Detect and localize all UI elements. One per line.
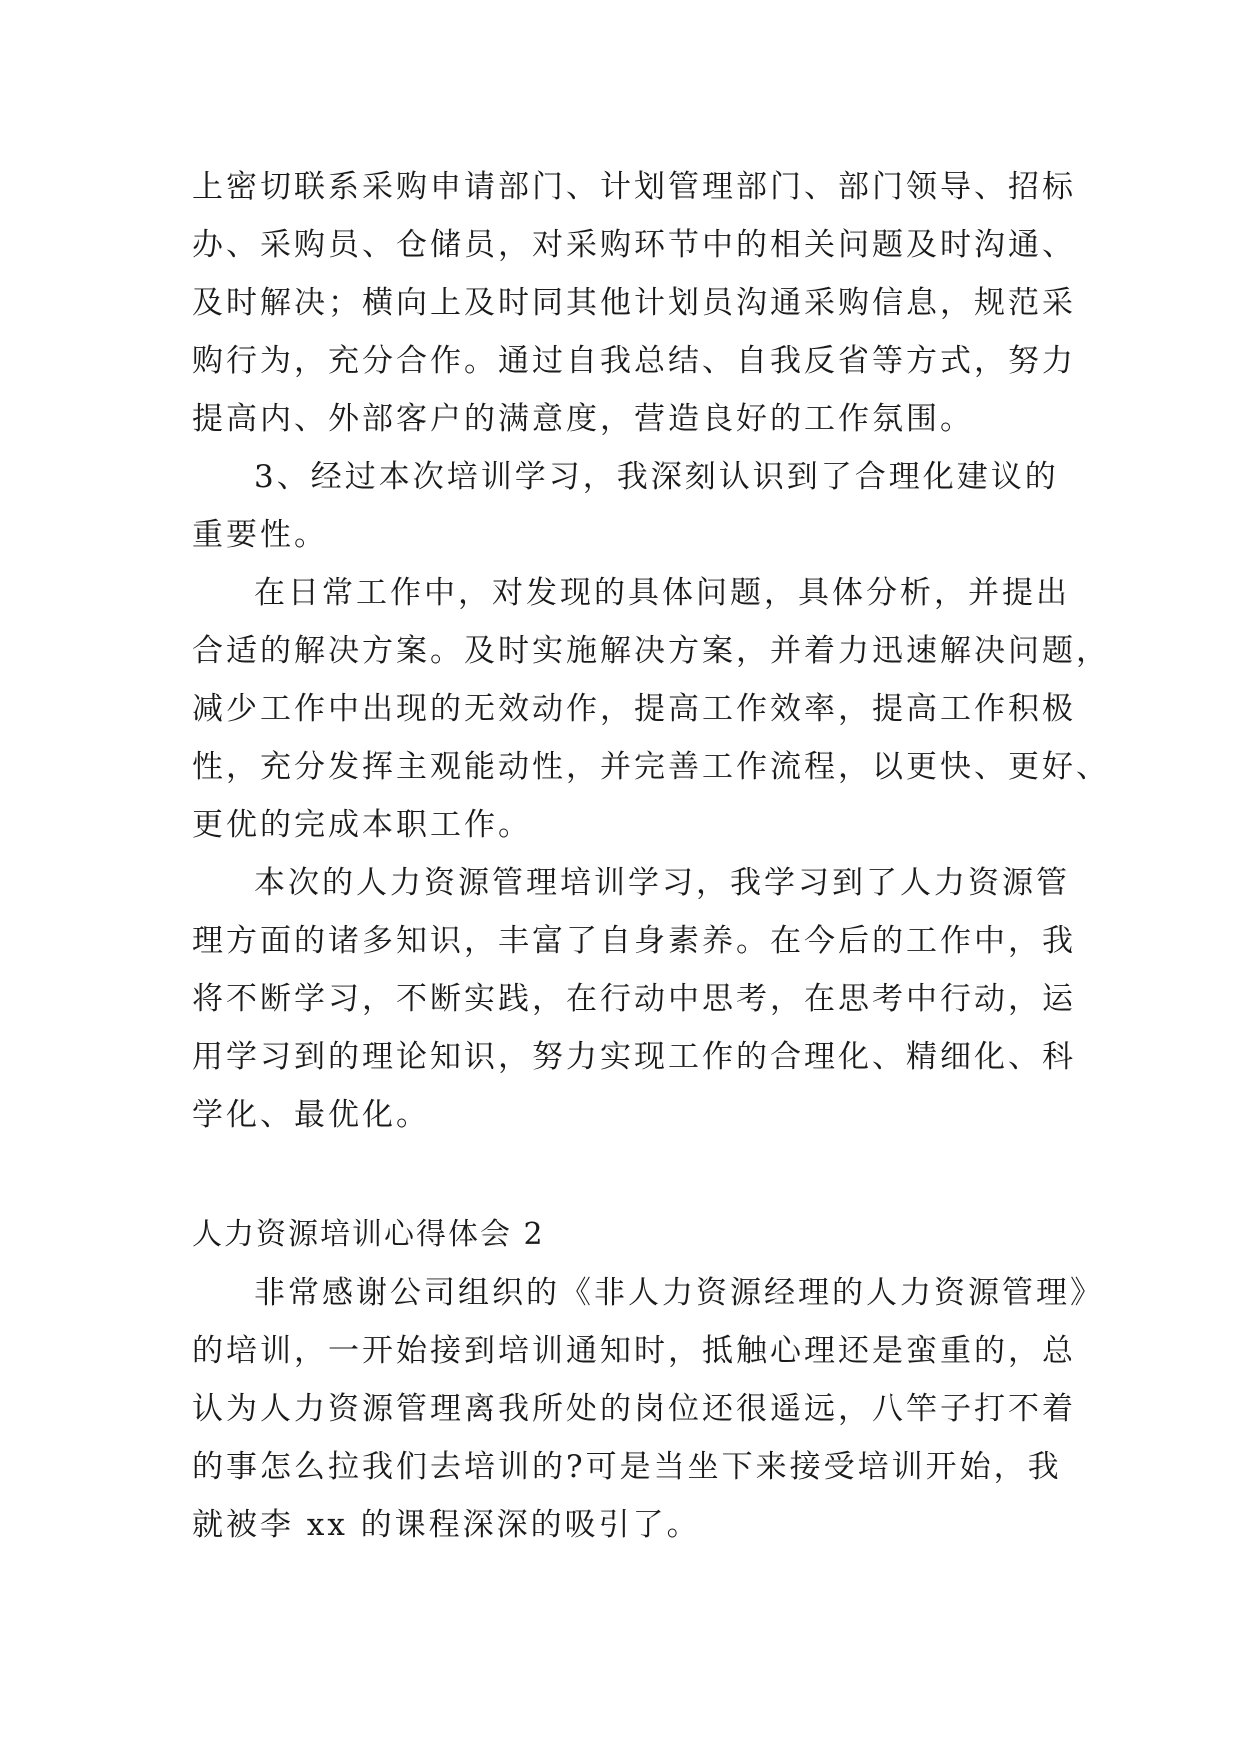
text-line: 办、采购员、仓储员，对采购环节中的相关问题及时沟通、 xyxy=(192,227,1076,263)
text-line: 认为人力资源管理离我所处的岗位还很遥远，八竿子打不着 xyxy=(192,1391,1076,1427)
paragraph xyxy=(192,564,1110,854)
document-page xyxy=(192,158,1110,1554)
paragraph xyxy=(192,448,1060,564)
text-line: 将不断学习，不断实践，在行动中思考，在思考中行动，运 xyxy=(192,981,1076,1017)
text-line: 更优的完成本职工作。 xyxy=(192,807,532,843)
text-line: 的培训，一开始接到培训通知时，抵触心理还是蛮重的，总 xyxy=(192,1333,1076,1369)
section-title: 人力资源培训心得体会 2 xyxy=(192,1217,545,1252)
text-line: 及时解决；横向上及时同其他计划员沟通采购信息，规范采 xyxy=(192,285,1076,321)
text-line: 重要性。 xyxy=(192,517,328,553)
text-line: 本次的人力资源管理培训学习，我学习到了人力资源管 xyxy=(254,865,1070,901)
text-line: 就被李 xx 的课程深深的吸引了。 xyxy=(192,1507,701,1543)
text-line: 学化、最优化。 xyxy=(192,1097,430,1133)
text-line: 提高内、外部客户的满意度，营造良好的工作氛围。 xyxy=(192,401,974,437)
text-line: 在日常工作中，对发现的具体问题，具体分析，并提出 xyxy=(254,575,1070,611)
text-line: 购行为，充分合作。通过自我总结、自我反省等方式，努力 xyxy=(192,343,1076,379)
text-line: 减少工作中出现的无效动作，提高工作效率，提高工作积极 xyxy=(192,691,1076,727)
text-line: 性，充分发挥主观能动性，并完善工作流程，以更快、更好、 xyxy=(192,749,1110,785)
text-line: 的事怎么拉我们去培训的?可是当坐下来接受培训开始，我 xyxy=(192,1449,1062,1485)
text-line: 非常感谢公司组织的《非人力资源经理的人力资源管理》 xyxy=(254,1275,1104,1311)
text-line: 合适的解决方案。及时实施解决方案，并着力迅速解决问题， xyxy=(192,633,1110,669)
text-line: 用学习到的理论知识，努力实现工作的合理化、精细化、科 xyxy=(192,1039,1076,1075)
paragraph xyxy=(192,854,1076,1144)
text-line: 3、经过本次培训学习，我深刻认识到了合理化建议的 xyxy=(254,459,1059,495)
text-line: 理方面的诸多知识，丰富了自身素养。在今后的工作中，我 xyxy=(192,923,1076,959)
paragraph xyxy=(192,1264,1104,1554)
text-line: 上密切联系采购申请部门、计划管理部门、部门领导、招标 xyxy=(192,169,1076,205)
paragraph xyxy=(192,158,1076,448)
